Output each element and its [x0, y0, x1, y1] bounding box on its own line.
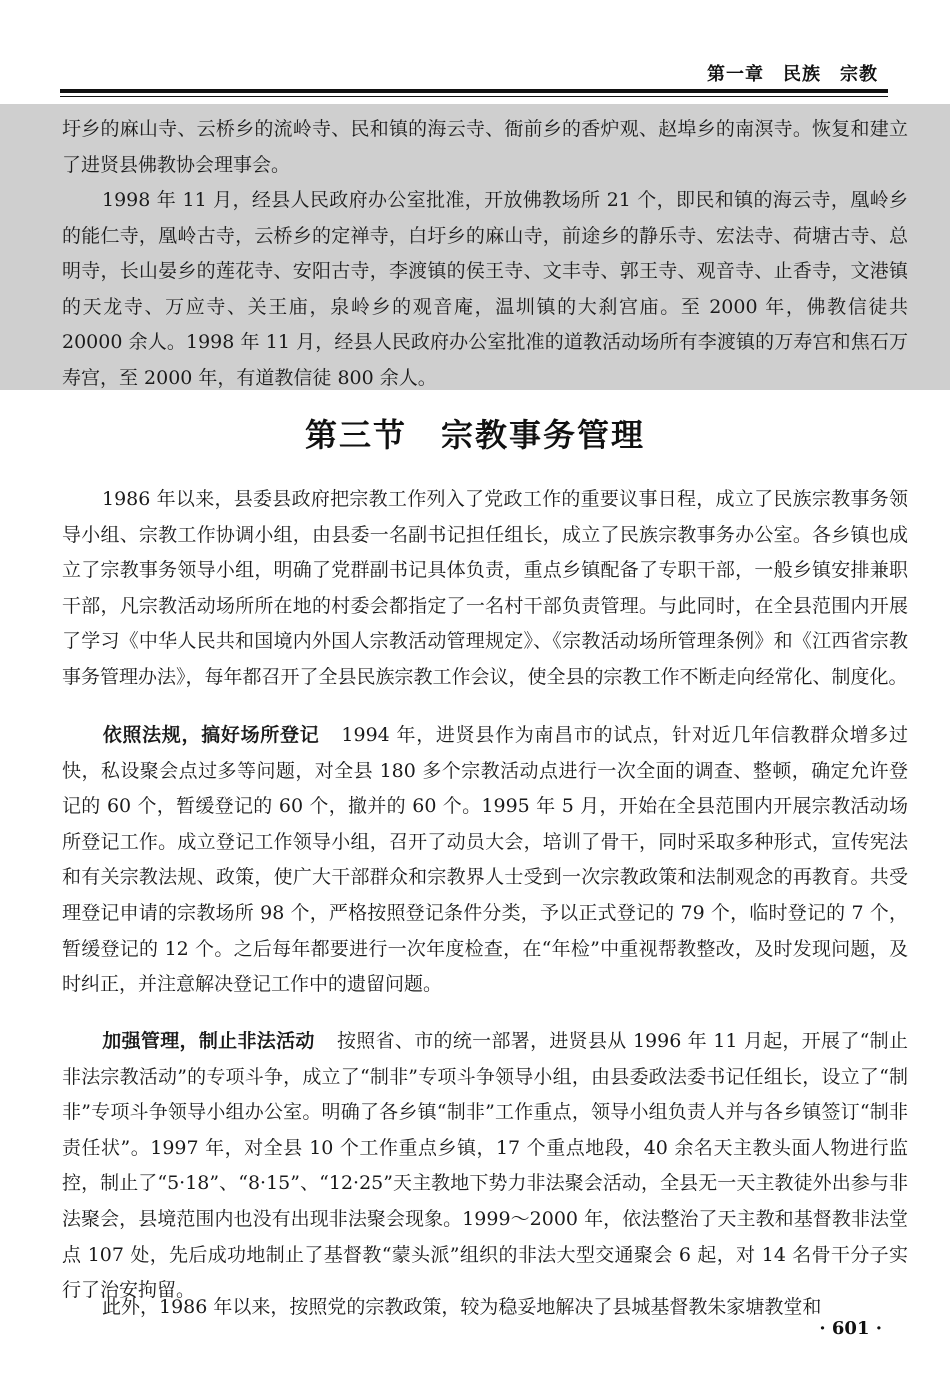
body-paragraph-3: 加强管理，制止非法活动 按照省、市的统一部署，进贤县从 1996 年 11 月起，开展了“制止非法宗教活动”的专项斗争，成立了“制非”专项斗争领导小组，由县委政法委书记任组长，设立了“制非”专项斗争领导小组办公室。明确了各乡镇“制非”工作重点，领导小组负责人并与各乡镇签订“制非责任状”。1997 年，对全县 10 个工作重点乡镇，17 个重点地段，40 余名天主教头面人物进行监控，制止了“5·18”、“8·15”、“12·25”天主教地下势力非法聚会活动，全县无一天主教徒外出参与非法聚会，县境范围内也没有出现非法聚会现象。1999～2000 年，依法整治了天主教和基督教非法堂点 107 处，先后成功地制止了基督教“蒙头派”组织的非法大型交通聚会 6 起，对 14 名骨干分子实行了治安拘留。	[62, 1030, 908, 1302]
running-head	[60, 60, 888, 86]
section-title: 宗教事务管理	[441, 416, 646, 454]
header-rule-thin	[60, 96, 888, 97]
body-paragraph-1: 1986 年以来，县委县政府把宗教工作列入了党政工作的重要议事日程，成立了民族宗教事务领导小组、宗教工作协调小组，由县委一名副书记担任组长，成立了民族宗教事务办公室。各乡镇也成立了宗教事务领导小组，明确了党群副书记具体负责，重点乡镇配备了专职干部，一般乡镇安排兼职干部，凡宗教活动场所所在地的村委会都指定了一名村干部负责管理。与此同时，在全县范围内开展了学习《中华人民共和国境内外国人宗教活动管理规定》、《宗教活动场所管理条例》和《江西省宗教事务管理办法》，每年都召开了全县民族宗教工作会议，使全县的宗教工作不断走向经常化、制度化。	[62, 488, 908, 688]
page-number: · 601 ·	[819, 1318, 882, 1339]
header-rule-thick	[60, 89, 888, 93]
body-paragraph-4: 此外，1986 年以来，按照党的宗教政策，较为稳妥地解决了县城基督教朱家塘教堂和	[102, 1296, 822, 1318]
section-number: 第三节	[304, 416, 407, 454]
runin-heading-registration: 依照法规，搞好场所登记	[102, 724, 320, 746]
shaded-paragraph-2: 1998 年 11 月，经县人民政府办公室批准，开放佛教场所 21 个，即民和镇的海云寺，凰岭乡的能仁寺，凰岭古寺，云桥乡的定禅寺，白圩乡的麻山寺，前途乡的静乐寺、宏法寺、荷塘古寺、总明寺，长山晏乡的莲花寺、安阳古寺，李渡镇的侯王寺、文丰寺、郭王寺、观音寺、止香寺，文港镇的天龙寺、万应寺、关王庙，泉岭乡的观音庵，温圳镇的大刹宫庙。至 2000 年，佛教信徒共 20000 余人。1998 年 11 月，经县人民政府办公室批准的道教活动场所有李渡镇的万寿宫和焦石万寿宫，至 2000 年，有道教信徒 800 余人。	[62, 189, 908, 389]
body-paragraph-2: 依照法规，搞好场所登记 1994 年，进贤县作为南昌市的试点，针对近几年信教群众增多过快，私设聚会点过多等问题，对全县 180 多个宗教活动点进行一次全面的调查、整顿，确定允许登记的 60 个，暂缓登记的 60 个，撤并的 60 个。1995 年 5 月，开始在全县范围内开展宗教活动场所登记工作。成立登记工作领导小组，召开了动员大会，培训了骨干，同时采取多种形式，宣传宪法和有关宗教法规、政策，使广大干部群众和宗教界人士受到一次宗教政策和法制观念的再教育。共受理登记申请的宗教场所 98 个，严格按照登记条件分类，予以正式登记的 79 个，临时登记的 7 个，暂缓登记的 12 个。之后每年都要进行一次年度检查，在“年检”中重视帮教整改，及时发现问题，及时纠正，并注意解决登记工作中的遗留问题。	[62, 724, 908, 996]
runin-heading-management: 加强管理，制止非法活动	[102, 1030, 315, 1052]
shaded-paragraph-1: 圩乡的麻山寺、云桥乡的流岭寺、民和镇的海云寺、衙前乡的香炉观、赵埠乡的南溟寺。恢复和建立了进贤县佛教协会理事会。	[62, 118, 908, 176]
section-heading	[0, 410, 950, 456]
running-title: 第一章 民族 宗教	[707, 64, 878, 85]
